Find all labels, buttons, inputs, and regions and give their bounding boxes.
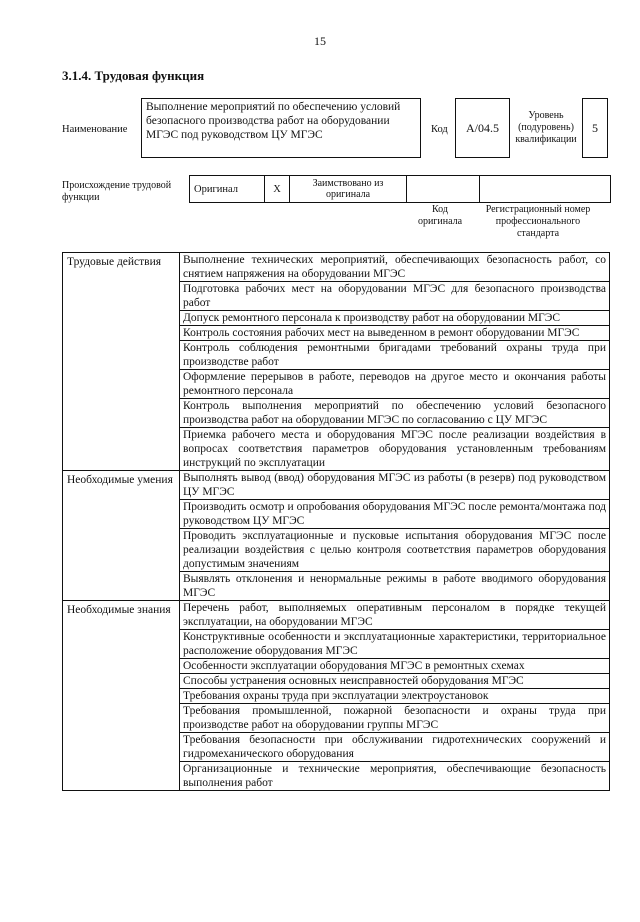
borrowed-cell: Заимствовано из оригинала [290,176,407,203]
table-cell: Контроль состояния рабочих мест на выведенном в ремонт оборудовании МГЭС [180,326,610,341]
table-cell: Проводить эксплуатационные и пусковые испытания оборудования МГЭС после реализации воздействия с целью контроля соответствия параметров оборудования допустимым значениям [180,529,610,572]
registration-number-caption: Регистрационный номер профессионального стандарта [485,204,591,239]
group-label: Необходимые умения [63,471,180,601]
function-name-box: Выполнение мероприятий по обеспечению условий безопасного производства работ на оборудовании МГЭС под руководством ЦУ МГЭС [141,98,421,158]
table-cell: Допуск ремонтного персонала к производству работ на оборудовании МГЭС [180,311,610,326]
table-cell: Выполнение технических мероприятий, обеспечивающих безопасность работ, со снятием напряжения на оборудовании МГЭС [180,253,610,282]
qualification-level-label: Уровень (подуровень) квалификации [515,110,577,145]
table-cell: Требования промышленной, пожарной безопасности и охраны труда при производстве работ на оборудовании группы МГЭС [180,704,610,733]
table-row [63,471,610,500]
table-cell: Контроль выполнения мероприятий по обеспечению условий безопасного производства работ на оборудовании МГЭС по согласованию с ЦУ МГЭС [180,399,610,428]
table-cell: Выполнять вывод (ввод) оборудования МГЭС из работы (в резерв) под руководством ЦУ МГЭС [180,471,610,500]
table-cell: Перечень работ, выполняемых оперативным персоналом в порядке текущей эксплуатации, на оборудовании МГЭС [180,601,610,630]
code-box: A/04.5 [455,98,510,158]
table-cell: Оформление перерывов в работе, переводов на другое место и окончания работы ремонтного персонала [180,370,610,399]
labor-function-table [62,252,610,791]
original-cell: Оригинал [190,176,265,203]
group-label: Трудовые действия [63,253,180,471]
table-cell: Организационные и технические мероприятия, обеспечивающие безопасность выполнения работ [180,762,610,791]
origin-code-cell [407,176,480,203]
table-cell: Способы устранения основных неисправностей оборудования МГЭС [180,674,610,689]
origin-label: Происхождение трудовой функции [62,180,172,203]
table-cell: Производить осмотр и опробования оборудования МГЭС после ремонта/монтажа под руководством ЦУ МГЭС [180,500,610,529]
group-label: Необходимые знания [63,601,180,791]
code-label: Код [431,124,448,135]
table-cell: Подготовка рабочих мест на оборудовании МГЭС для безопасного производства работ [180,282,610,311]
name-label: Наименование [62,124,128,135]
table-cell: Особенности эксплуатации оборудования МГЭС в ремонтных схемах [180,659,610,674]
table-row [63,253,610,282]
table-cell: Конструктивные особенности и эксплуатационные характеристики, территориальное расположение оборудования МГЭС [180,630,610,659]
page-number: 15 [314,34,326,48]
table-cell: Выявлять отклонения и ненормальные режимы в работе вводимого оборудования МГЭС [180,572,610,601]
origin-table [189,175,611,203]
table-cell: Требования безопасности при обслуживании гидротехнических сооружений и гидромеханического оборудования [180,733,610,762]
origin-code-caption: Код оригинала [417,204,463,227]
original-mark: X [265,176,290,203]
qualification-level-box: 5 [582,98,608,158]
table-cell: Требования охраны труда при эксплуатации электроустановок [180,689,610,704]
section-title: 3.1.4. Трудовая функция [62,68,205,83]
table-cell: Контроль соблюдения ремонтными бригадами требований охраны труда при производстве работ [180,341,610,370]
table-row [63,601,610,630]
table-cell: Приемка рабочего места и оборудования МГЭС после реализации воздействия в вопросах соответствия параметров оборудования установленным требованиям инструкций по эксплуатации [180,428,610,471]
origin-reg-cell [480,176,611,203]
